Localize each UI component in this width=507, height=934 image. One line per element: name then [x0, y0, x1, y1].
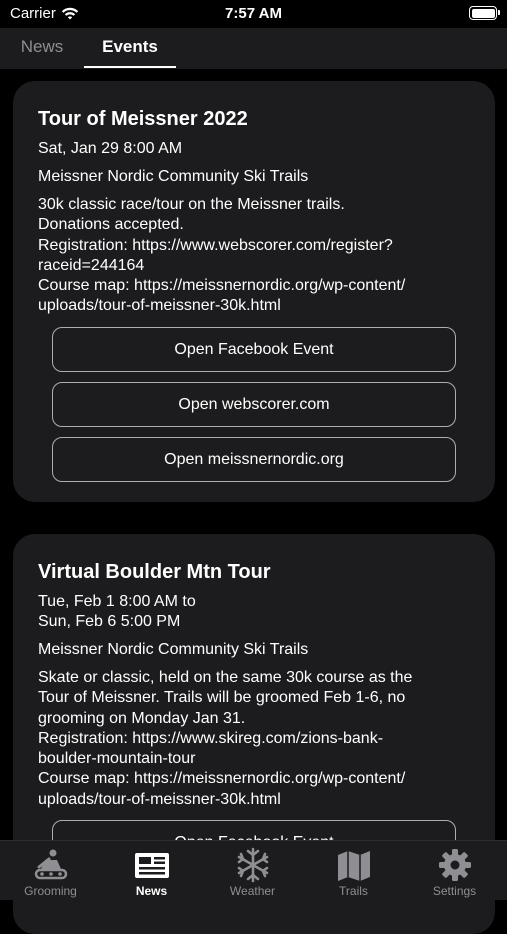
tab-bar-label: News	[135, 884, 168, 898]
event-title: Virtual Boulder Mtn Tour	[38, 561, 271, 583]
tab-events-label: Events	[102, 37, 158, 56]
tab-bar-item-weather[interactable]	[202, 841, 303, 901]
tab-bar-label: Weather	[229, 884, 276, 898]
tab-bar-label: Trails	[339, 884, 368, 898]
status-time: 7:57 AM	[225, 5, 282, 22]
carrier-label: Carrier	[10, 5, 56, 22]
tab-bar-label: Grooming	[24, 884, 77, 898]
event-description: 30k classic race/tour on the Meissner trails. Donations accepted. Registration: https://www.webscorer.com/register? raceid=244164 Course map: https://meissnernordic.org/wp-content/ uploads/tour-of-meissner-30k.html	[38, 196, 406, 315]
tab-bar-item-trails[interactable]	[303, 841, 404, 901]
event-date: Sat, Jan 29 8:00 AM	[38, 140, 183, 157]
tab-bar-item-news[interactable]	[101, 841, 202, 901]
events-list[interactable]	[0, 69, 507, 840]
tab-news[interactable]	[0, 28, 84, 69]
event-card	[13, 81, 495, 502]
snowcat-icon	[31, 847, 71, 883]
open-webscorer-button[interactable]: Open webscorer.com	[52, 382, 456, 427]
tab-bar-item-settings[interactable]	[404, 841, 505, 901]
event-title: Tour of Meissner 2022	[38, 108, 248, 130]
map-icon	[334, 847, 374, 883]
newspaper-icon	[132, 847, 172, 883]
open-facebook-event-button[interactable]: Open Facebook Event	[52, 327, 456, 372]
top-tab-strip	[0, 28, 507, 69]
tab-news-label: News	[20, 37, 64, 56]
event-description: Skate or classic, held on the same 30k course as the Tour of Meissner. Trails will be groomed Feb 1-6, no grooming on Monday Jan 31. Registration: https://www.skireg.com/zions-bank- boulder-mountain-tour Course map: https://meissnernordic.org/wp-content/ uploads/tour-of-meissner-30k.html	[38, 669, 413, 808]
snowflake-icon	[233, 847, 273, 883]
tab-bar-item-grooming[interactable]	[0, 841, 101, 901]
tab-bar-label: Settings	[432, 884, 477, 898]
open-meissnernordic-button[interactable]: Open meissnernordic.org	[52, 437, 456, 482]
event-date-end: Sun, Feb 6 5:00 PM	[38, 613, 181, 630]
bottom-tab-bar	[0, 840, 507, 900]
event-venue: Meissner Nordic Community Ski Trails	[38, 641, 309, 658]
gear-icon	[435, 847, 475, 883]
event-venue: Meissner Nordic Community Ski Trails	[38, 168, 309, 185]
tab-events[interactable]	[84, 28, 176, 69]
status-bar	[0, 0, 507, 28]
battery-icon	[469, 6, 497, 20]
active-tab-indicator	[84, 66, 176, 68]
event-date-start: Tue, Feb 1 8:00 AM to	[38, 593, 196, 610]
